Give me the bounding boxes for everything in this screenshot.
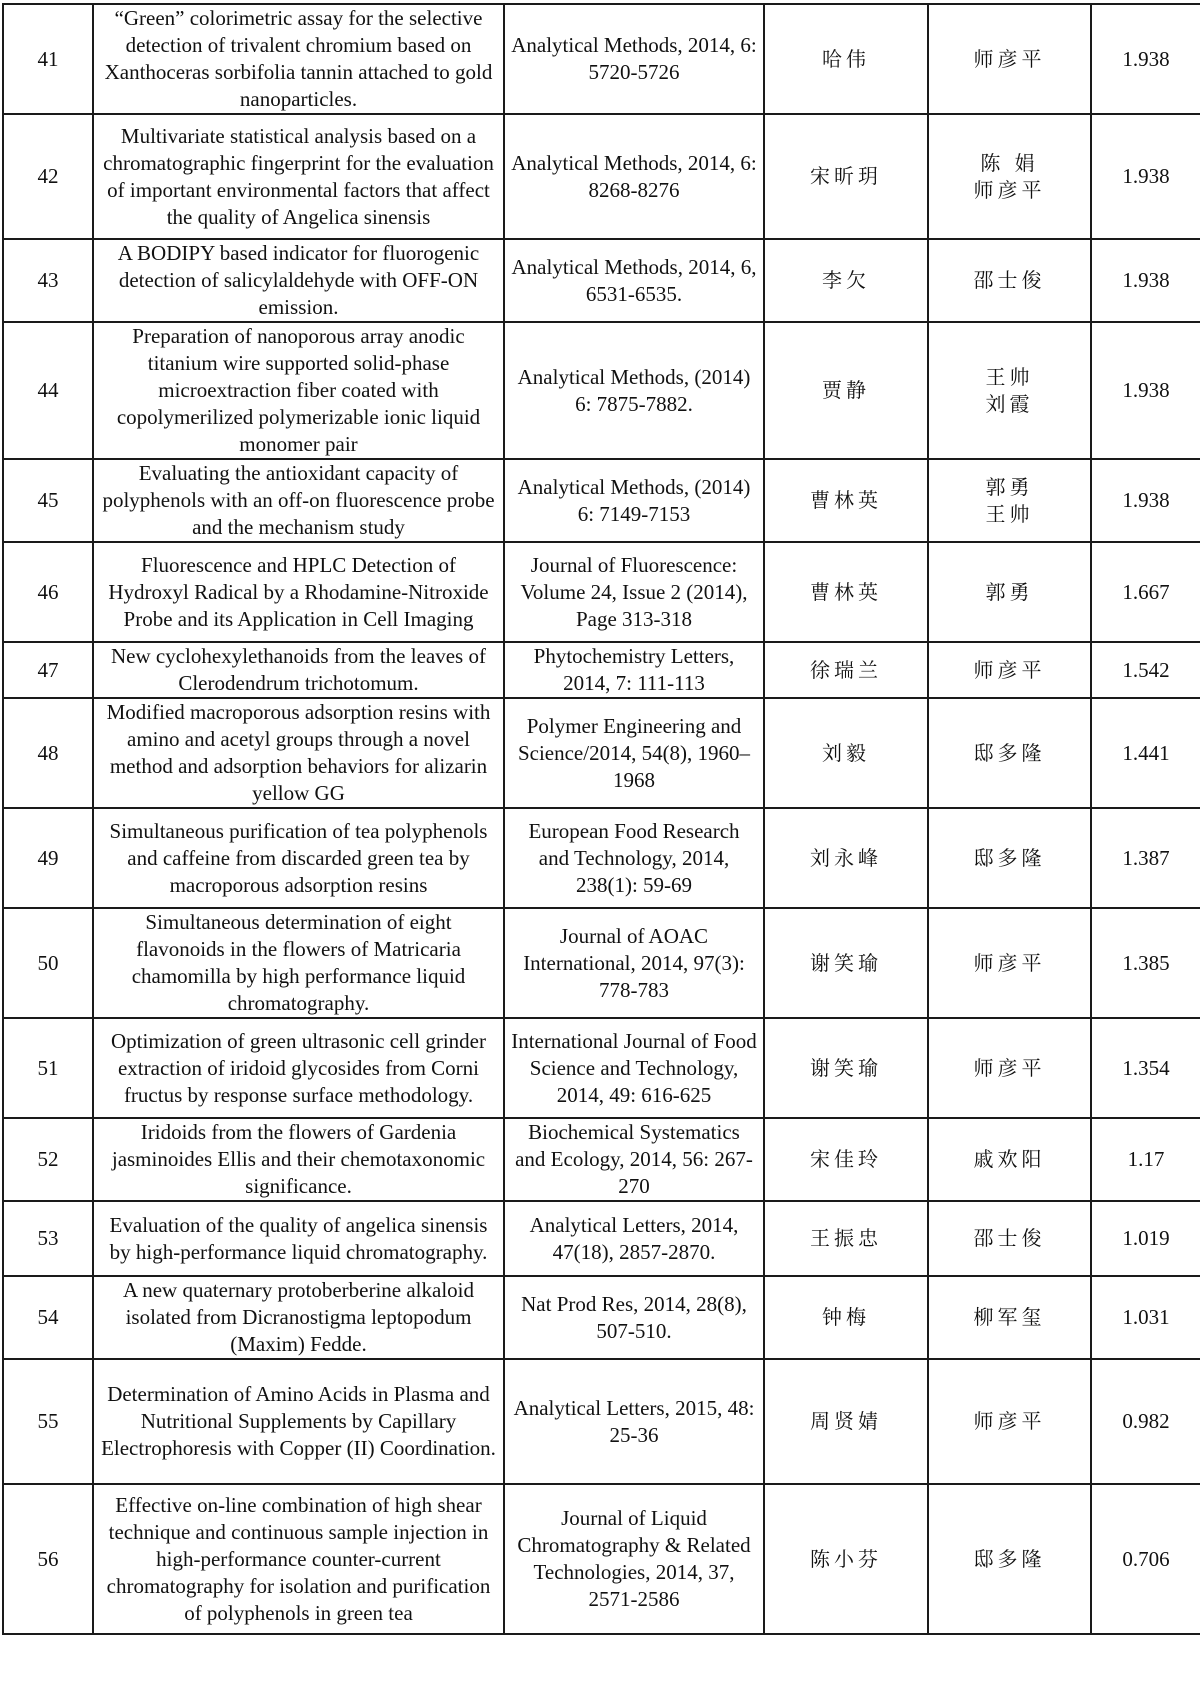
impact-factor-cell: 1.542 xyxy=(1091,642,1200,698)
first-author-cell: 周贤婧 xyxy=(764,1359,928,1484)
corresponding-author-cell xyxy=(928,642,1091,698)
paper-title-cell: A new quaternary protoberberine alkaloid isolated from Dicranostigma leptopodum (Maxim) Fedde. xyxy=(93,1276,504,1359)
table-row xyxy=(3,1201,1200,1276)
paper-title-cell: Simultaneous purification of tea polyphenols and caffeine from discarded green tea by macroporous adsorption resins xyxy=(93,808,504,908)
first-author-cell: 徐瑞兰 xyxy=(764,642,928,698)
impact-factor-cell: 1.938 xyxy=(1091,4,1200,114)
paper-title-cell: Simultaneous determination of eight flavonoids in the flowers of Matricaria chamomilla by high performance liquid chromatography. xyxy=(93,908,504,1018)
paper-title-cell: Preparation of nanoporous array anodic titanium wire supported solid-phase microextraction fiber coated with copolymerilized polymerizable ionic liquid monomer pair xyxy=(93,322,504,459)
row-number-cell: 42 xyxy=(3,114,93,239)
journal-citation-cell: Biochemical Systematics and Ecology, 2014, 56: 267-270 xyxy=(504,1118,764,1201)
first-author-cell: 曹林英 xyxy=(764,542,928,642)
journal-citation-cell: Analytical Methods, 2014, 6, 6531-6535. xyxy=(504,239,764,322)
row-number-cell: 46 xyxy=(3,542,93,642)
paper-title-cell: Determination of Amino Acids in Plasma and Nutritional Supplements by Capillary Electrophoresis with Copper (II) Coordination. xyxy=(93,1359,504,1484)
corresponding-author-cell xyxy=(928,322,1091,459)
table-row xyxy=(3,114,1200,239)
impact-factor-cell: 1.387 xyxy=(1091,808,1200,908)
corresponding-author-cell xyxy=(928,1201,1091,1276)
first-author-cell: 贾静 xyxy=(764,322,928,459)
first-author-cell: 陈小芬 xyxy=(764,1484,928,1634)
table-row xyxy=(3,4,1200,114)
journal-citation-cell: Analytical Methods, (2014) 6: 7875-7882. xyxy=(504,322,764,459)
corresponding-author-cell xyxy=(928,239,1091,322)
first-author-cell: 宋佳玲 xyxy=(764,1118,928,1201)
table-row xyxy=(3,1276,1200,1359)
paper-title-cell: Optimization of green ultrasonic cell grinder extraction of iridoid glycosides from Corni fructus by response surface methodology. xyxy=(93,1018,504,1118)
journal-citation-cell: Journal of AOAC International, 2014, 97(3): 778-783 xyxy=(504,908,764,1018)
table-row xyxy=(3,908,1200,1018)
corresponding-author-name: 邸多隆 xyxy=(973,845,1046,870)
row-number-cell: 49 xyxy=(3,808,93,908)
row-number-cell: 41 xyxy=(3,4,93,114)
row-number-cell: 56 xyxy=(3,1484,93,1634)
row-number-cell: 51 xyxy=(3,1018,93,1118)
corresponding-author-name: 刘霞 xyxy=(985,391,1034,416)
journal-citation-cell: Journal of Liquid Chromatography & Related Technologies, 2014, 37, 2571-2586 xyxy=(504,1484,764,1634)
first-author-cell: 李欠 xyxy=(764,239,928,322)
corresponding-author-name: 柳军玺 xyxy=(973,1305,1046,1329)
table-row xyxy=(3,808,1200,908)
journal-citation-cell: Analytical Letters, 2015, 48: 25-36 xyxy=(504,1359,764,1484)
journal-citation-cell: Analytical Letters, 2014, 47(18), 2857-2870. xyxy=(504,1201,764,1276)
corresponding-author-cell xyxy=(928,1276,1091,1359)
paper-title-cell: Evaluating the antioxidant capacity of polyphenols with an off-on fluorescence probe and the mechanism study xyxy=(93,459,504,542)
paper-title-cell: Effective on-line combination of high shear technique and continuous sample injection in high-performance counter-current chromatography for isolation and purification of polyphenols in green tea xyxy=(93,1484,504,1634)
first-author-cell: 钟梅 xyxy=(764,1276,928,1359)
corresponding-author-cell xyxy=(928,1359,1091,1484)
impact-factor-cell: 1.031 xyxy=(1091,1276,1200,1359)
row-number-cell: 48 xyxy=(3,698,93,808)
table-row xyxy=(3,239,1200,322)
corresponding-author-name: 郭勇 xyxy=(985,474,1034,499)
publication-table-body xyxy=(3,4,1200,1634)
first-author-cell: 刘永峰 xyxy=(764,808,928,908)
corresponding-author-cell xyxy=(928,542,1091,642)
paper-title-cell: Modified macroporous adsorption resins with amino and acetyl groups through a novel method and adsorption behaviors for alizarin yellow GG xyxy=(93,698,504,808)
corresponding-author-name: 邸多隆 xyxy=(973,1546,1046,1571)
impact-factor-cell: 1.938 xyxy=(1091,322,1200,459)
corresponding-author-name: 师彦平 xyxy=(973,657,1046,682)
corresponding-author-cell xyxy=(928,1484,1091,1634)
corresponding-author-name: 郭勇 xyxy=(985,579,1034,604)
corresponding-author-name: 师彦平 xyxy=(973,177,1046,202)
corresponding-author-name: 王帅 xyxy=(985,501,1034,526)
corresponding-author-name: 邵士俊 xyxy=(973,1226,1046,1250)
corresponding-author-name: 陈 娟 xyxy=(980,150,1039,175)
corresponding-author-cell xyxy=(928,114,1091,239)
impact-factor-cell: 1.938 xyxy=(1091,114,1200,239)
first-author-cell: 王振忠 xyxy=(764,1201,928,1276)
journal-citation-cell: Analytical Methods, 2014, 6: 8268-8276 xyxy=(504,114,764,239)
corresponding-author-name: 邵士俊 xyxy=(973,268,1046,292)
corresponding-author-name: 师彦平 xyxy=(973,46,1046,71)
table-row xyxy=(3,698,1200,808)
table-row xyxy=(3,542,1200,642)
table-row xyxy=(3,642,1200,698)
journal-citation-cell: Polymer Engineering and Science/2014, 54(8), 1960–1968 xyxy=(504,698,764,808)
table-row xyxy=(3,1484,1200,1634)
paper-title-cell: New cyclohexylethanoids from the leaves of Clerodendrum trichotomum. xyxy=(93,642,504,698)
table-row xyxy=(3,1359,1200,1484)
paper-title-cell: Fluorescence and HPLC Detection of Hydroxyl Radical by a Rhodamine-Nitroxide Probe and its Application in Cell Imaging xyxy=(93,542,504,642)
first-author-cell: 谢笑瑜 xyxy=(764,908,928,1018)
impact-factor-cell: 1.019 xyxy=(1091,1201,1200,1276)
corresponding-author-cell xyxy=(928,808,1091,908)
first-author-cell: 哈伟 xyxy=(764,4,928,114)
journal-citation-cell: International Journal of Food Science and Technology, 2014, 49: 616-625 xyxy=(504,1018,764,1118)
corresponding-author-name: 师彦平 xyxy=(973,1409,1046,1433)
table-row xyxy=(3,459,1200,542)
row-number-cell: 54 xyxy=(3,1276,93,1359)
table-row xyxy=(3,1118,1200,1201)
table-row xyxy=(3,1018,1200,1118)
corresponding-author-cell xyxy=(928,1018,1091,1118)
corresponding-author-cell xyxy=(928,459,1091,542)
impact-factor-cell: 1.385 xyxy=(1091,908,1200,1018)
corresponding-author-name: 师彦平 xyxy=(973,950,1046,975)
publication-table xyxy=(2,3,1200,1635)
journal-citation-cell: European Food Research and Technology, 2014, 238(1): 59-69 xyxy=(504,808,764,908)
row-number-cell: 55 xyxy=(3,1359,93,1484)
impact-factor-cell: 1.441 xyxy=(1091,698,1200,808)
journal-citation-cell: Analytical Methods, 2014, 6: 5720-5726 xyxy=(504,4,764,114)
paper-title-cell: Evaluation of the quality of angelica sinensis by high-performance liquid chromatography. xyxy=(93,1201,504,1276)
corresponding-author-cell xyxy=(928,1118,1091,1201)
paper-title-cell: Multivariate statistical analysis based on a chromatographic fingerprint for the evaluation of important environmental factors that affect the quality of Angelica sinensis xyxy=(93,114,504,239)
table-row xyxy=(3,322,1200,459)
impact-factor-cell: 0.982 xyxy=(1091,1359,1200,1484)
journal-citation-cell: Journal of Fluorescence: Volume 24, Issue 2 (2014), Page 313-318 xyxy=(504,542,764,642)
first-author-cell: 刘毅 xyxy=(764,698,928,808)
first-author-cell: 宋昕玥 xyxy=(764,114,928,239)
impact-factor-cell: 1.17 xyxy=(1091,1118,1200,1201)
impact-factor-cell: 1.938 xyxy=(1091,459,1200,542)
impact-factor-cell: 1.667 xyxy=(1091,542,1200,642)
first-author-cell: 曹林英 xyxy=(764,459,928,542)
row-number-cell: 45 xyxy=(3,459,93,542)
row-number-cell: 47 xyxy=(3,642,93,698)
journal-citation-cell: Phytochemistry Letters, 2014, 7: 111-113 xyxy=(504,642,764,698)
row-number-cell: 53 xyxy=(3,1201,93,1276)
row-number-cell: 44 xyxy=(3,322,93,459)
impact-factor-cell: 1.938 xyxy=(1091,239,1200,322)
corresponding-author-cell xyxy=(928,698,1091,808)
impact-factor-cell: 1.354 xyxy=(1091,1018,1200,1118)
corresponding-author-cell xyxy=(928,908,1091,1018)
paper-title-cell: “Green” colorimetric assay for the selective detection of trivalent chromium based on Xanthoceras sorbifolia tannin attached to gold nanoparticles. xyxy=(93,4,504,114)
corresponding-author-name: 师彦平 xyxy=(973,1055,1046,1080)
journal-citation-cell: Analytical Methods, (2014) 6: 7149-7153 xyxy=(504,459,764,542)
journal-citation-cell: Nat Prod Res, 2014, 28(8), 507-510. xyxy=(504,1276,764,1359)
corresponding-author-cell xyxy=(928,4,1091,114)
corresponding-author-name: 王帅 xyxy=(985,364,1034,389)
corresponding-author-name: 戚欢阳 xyxy=(973,1147,1046,1171)
row-number-cell: 52 xyxy=(3,1118,93,1201)
first-author-cell: 谢笑瑜 xyxy=(764,1018,928,1118)
row-number-cell: 43 xyxy=(3,239,93,322)
corresponding-author-name: 邸多隆 xyxy=(973,740,1046,765)
row-number-cell: 50 xyxy=(3,908,93,1018)
paper-title-cell: Iridoids from the flowers of Gardenia jasminoides Ellis and their chemotaxonomic significance. xyxy=(93,1118,504,1201)
paper-title-cell: A BODIPY based indicator for fluorogenic detection of salicylaldehyde with OFF-ON emission. xyxy=(93,239,504,322)
impact-factor-cell: 0.706 xyxy=(1091,1484,1200,1634)
